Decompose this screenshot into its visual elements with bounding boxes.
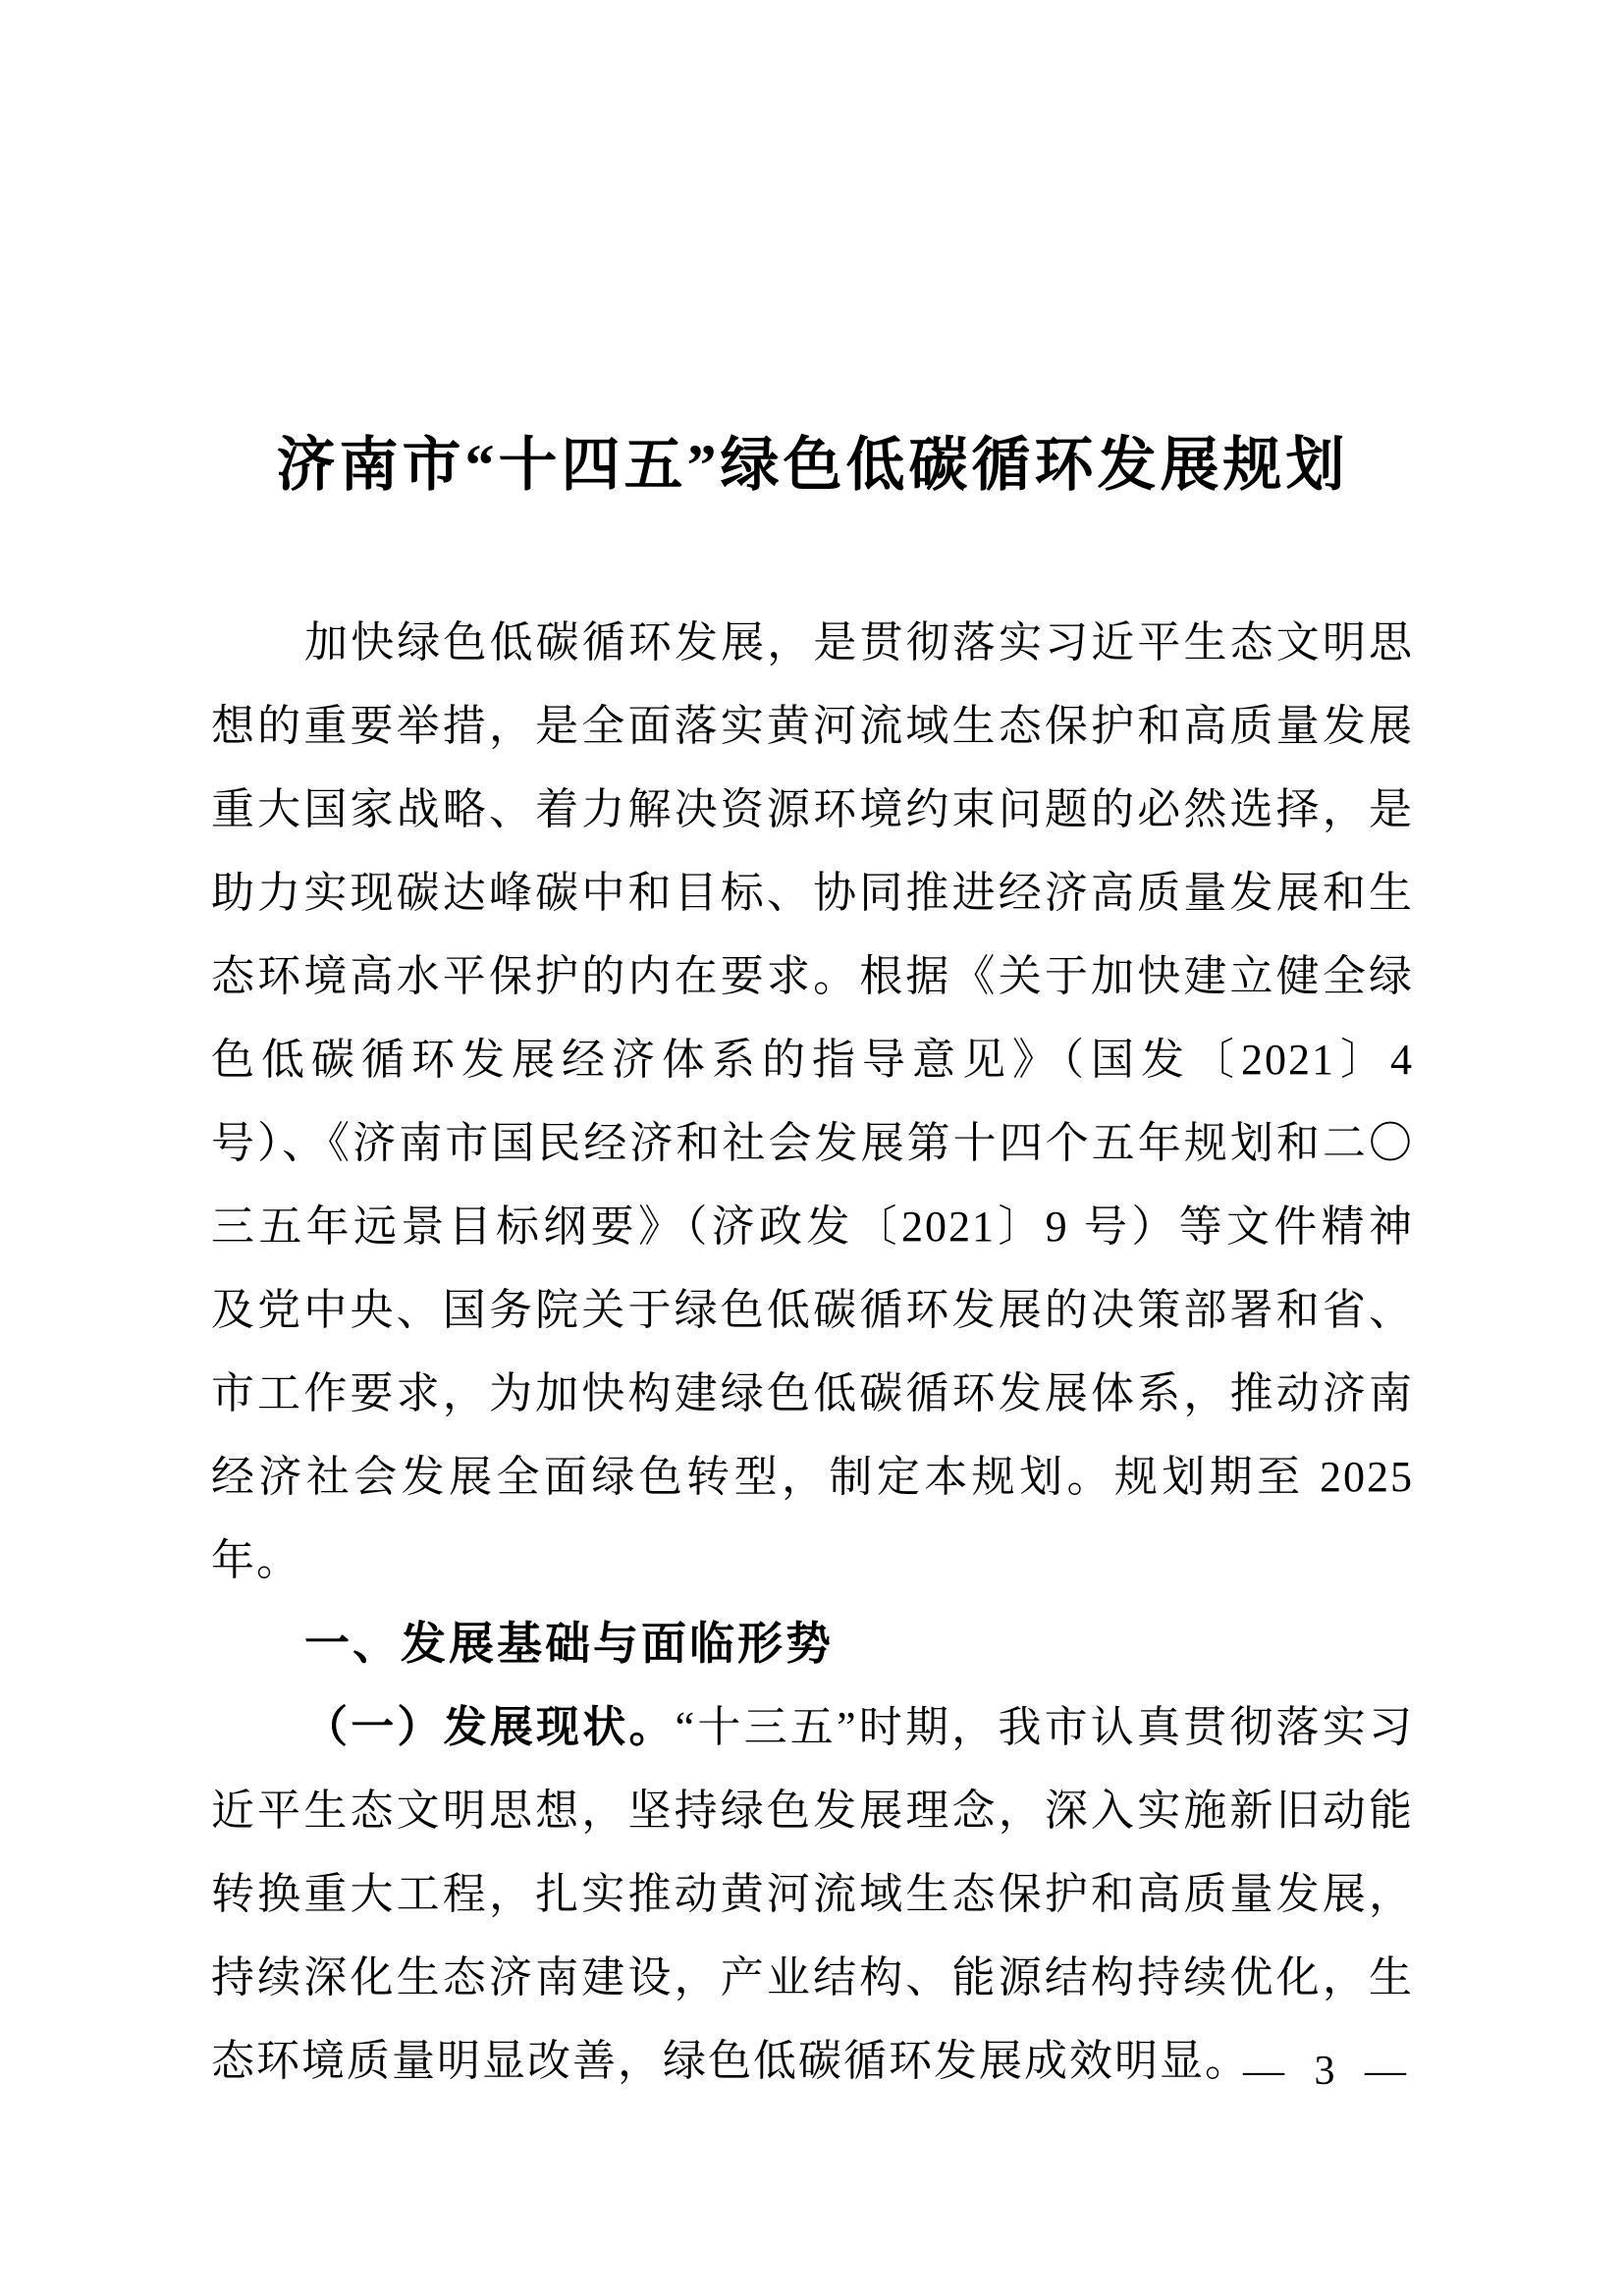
body-line: 态环境高水平保护的内在要求。根据《关于加快建立健全绿 [211,952,1414,1000]
document-content [211,424,1414,2103]
subsection-lead: （一）发展现状。 [304,1703,676,1751]
body-line: 及党中央、国务院关于绿色低碳循环发展的决策部署和省、 [211,1286,1414,1334]
body-line: 号）、《济南市国民经济和社会发展第十四个五年规划和二〇 [211,1119,1414,1167]
body-line: 助力实现碳达峰碳中和目标、协同推进经济高质量发展和生 [211,869,1414,917]
body-line: 近平生态文明思想，坚持绿色发展理念，深入实施新旧动能 [211,1787,1414,1835]
body-line: 年。 [211,1536,301,1584]
body-line: 重大国家战略、着力解决资源环境约束问题的必然选择，是 [211,785,1414,833]
body-line: 想的重要举措，是全面落实黄河流域生态保护和高质量发展 [211,702,1414,750]
document-title: 济南市“十四五”绿色低碳循环发展规划 [276,433,1349,498]
body-line: 三五年远景目标纲要》（济政发〔2021〕9 号）等文件精神 [211,1202,1414,1251]
section-heading: 一、发展基础与面临形势 [304,1618,834,1669]
body-line [211,1685,1414,1769]
body-line-text: “十三五”时期，我市认真贯彻落实习 [675,1703,1415,1751]
body-line: 市工作要求，为加快构建绿色低碳循环发展体系，推动济南 [211,1369,1414,1417]
body-line: 加快绿色低碳循环发展，是贯彻落实习近平生态文明思 [304,618,1414,667]
body-line: 经济社会发展全面绿色转型，制定本规划。规划期至 2025 [211,1453,1414,1501]
body-line: 转换重大工程，扎实推动黄河流域生态保护和高质量发展， [211,1870,1414,1918]
body-line: 态环境质量明显改善，绿色低碳循环发展成效明显。 [211,2037,1250,2085]
body-line: 持续深化生态济南建设，产业结构、能源结构持续优化，生 [211,1953,1414,2002]
page-number: — 3 — [1243,2049,1416,2094]
body-line: 色低碳循环发展经济体系的指导意见》（国发〔2021〕4 [211,1036,1414,1084]
